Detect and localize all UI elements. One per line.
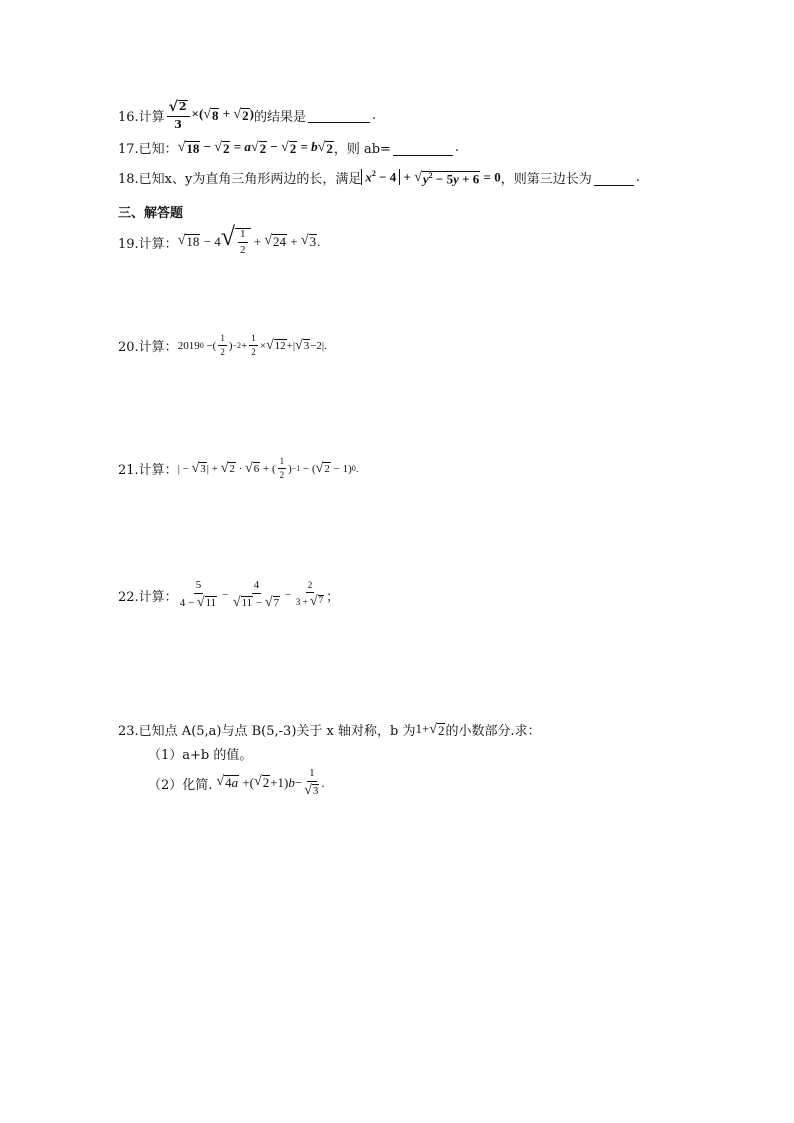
question-19 (118, 222, 321, 256)
question-19-prefix: 19.计算： (118, 236, 178, 252)
period: . (635, 170, 640, 185)
expr-21: | − √ 3 | + √ 2 · √ 6 + ( $\frac{1}{2}$ ) −1 − ( √ 2 − 1) 0 . (177, 456, 359, 480)
expr-17: √ 18 − √ 2 = a √ 2 − √ 2 = b √ 2 (177, 138, 333, 156)
question-17 (118, 138, 459, 157)
section-title-text: 三、解答题 (118, 206, 184, 221)
expr-1-plus-sqrt2: 1+ √ 2 (415, 720, 445, 738)
question-21-prefix: 21.计算： (118, 463, 178, 478)
question-20-prefix: 20.计算： (118, 340, 178, 355)
question-17-mid: ，则 ab= (333, 142, 391, 157)
question-18-mid: ，则第三边长为 (500, 172, 592, 187)
question-16-mid: 的结果是 (253, 109, 306, 125)
expr-16: ×( √ 8 + √ 2 ) (191, 106, 254, 124)
question-16 (118, 100, 376, 130)
answer-blank-18[interactable] (594, 170, 634, 186)
question-23-part-1 (148, 744, 252, 763)
question-22 (118, 580, 339, 610)
expr-23-2: √ 4a +( √ 2 +1) b − 1 √ 3 . (216, 767, 325, 798)
expr-19: √ 18 − 4 √ $\frac{1}{2}$ + √ 24 + √ 3 . (177, 222, 321, 256)
question-18-prefix: 18.已知x、y为直角三角形两边的长，满足 (118, 172, 362, 187)
question-23-part-2-text: （2）化简. (148, 777, 213, 793)
semicolon: ； (326, 589, 340, 605)
answer-blank-17[interactable] (393, 140, 453, 156)
question-17-prefix: 17.已知： (118, 142, 178, 157)
question-23-prefix: 23.已知点 A(5,a)与点 B(5,-3)关于 x 轴对称，b 为 (118, 724, 416, 739)
expr-18: $x^2 - 4$ + √ $y^2 - 5y + 6$ = 0 (361, 169, 500, 187)
expr-22: 5 4 − √ 11 − 4 √ 11 − √ 7 − 2 3 + √ 7 (179, 579, 324, 610)
question-21 (118, 457, 358, 480)
question-20 (118, 334, 327, 357)
question-23-part-2 (148, 768, 325, 798)
expr-20: 2019 0 −( $\frac{1}{2}$ ) −2 + $\frac{1}{2}$ × √ 12 +| √ 3 −2|. (177, 333, 327, 357)
period: . (454, 140, 460, 155)
question-23-part-1-text: （1）a+b 的值。 (148, 748, 253, 763)
answer-blank-16[interactable] (308, 107, 370, 123)
question-16-prefix: 16.计算 (118, 109, 165, 125)
section-title (118, 202, 183, 221)
question-22-prefix: 22.计算： (118, 589, 178, 605)
question-18 (118, 168, 640, 187)
period: . (371, 107, 377, 123)
question-23 (118, 720, 541, 739)
question-23-mid: 的小数部分.求： (445, 724, 541, 739)
fraction-sqrt2-over-3: √ 2 3 (167, 100, 190, 130)
